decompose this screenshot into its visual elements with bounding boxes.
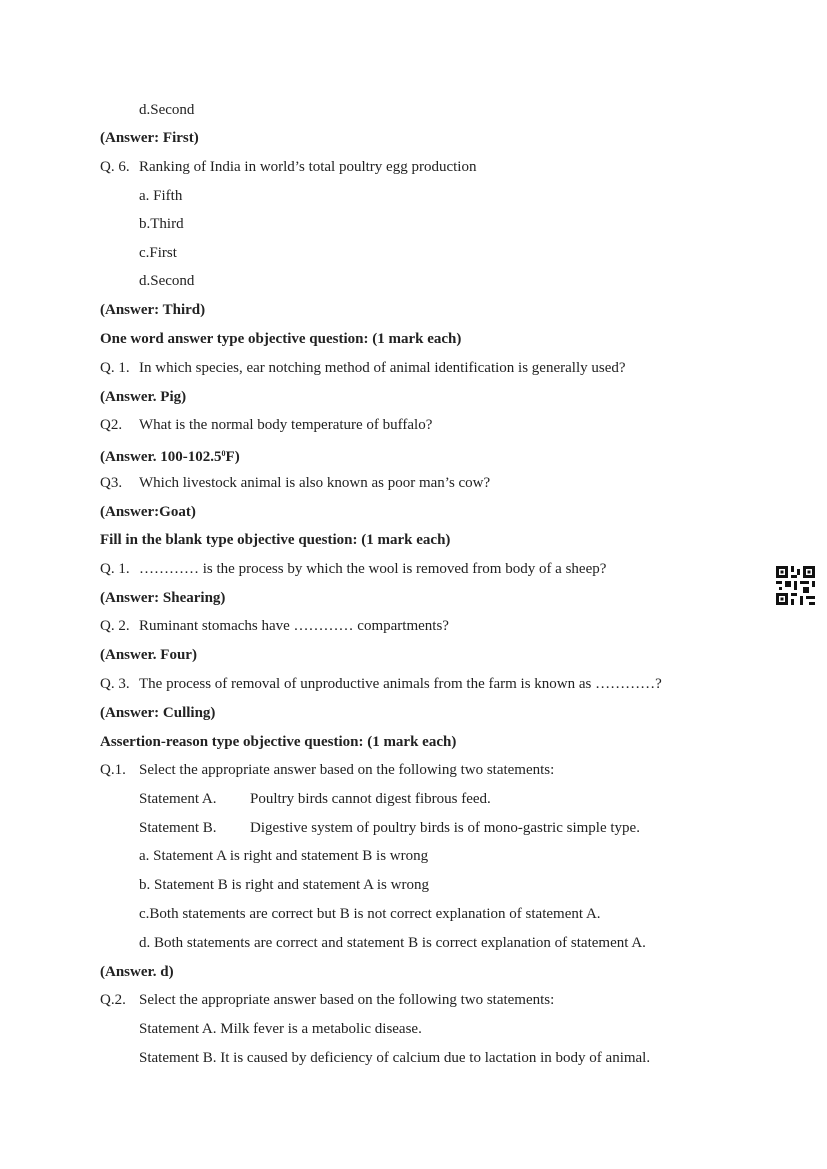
question-number: Q.2. [100,992,126,1008]
question-number: Q3. [100,475,123,491]
question [100,674,662,694]
question-number: Q. 1. [100,561,130,577]
option-d: d. Both statements are correct and statement B is correct explanation of statement A. [139,935,646,951]
section-heading: Fill in the blank type objective question: (1 mark each) [100,532,451,548]
option-b: b.Third [139,216,184,232]
question-number: Q2. [100,417,123,433]
question [100,559,606,579]
statement-a [139,789,491,809]
section-heading: One word answer type objective question: (1 mark each) [100,331,462,347]
answer: (Answer: First) [100,130,199,146]
statement-label: Statement A. [139,791,217,807]
question [100,358,626,378]
option-b: b. Statement B is right and statement A is wrong [139,877,429,893]
question-text: Ranking of India in world’s total poultry egg production [139,159,477,175]
question-text: The process of removal of unproductive animals from the farm is known as …………? [139,676,662,692]
question-number: Q.1. [100,762,126,778]
question-number: Q. 1. [100,360,130,376]
question-text: Select the appropriate answer based on the following two statements: [139,762,555,778]
question-text: ………… is the process by which the wool is removed from body of a sheep? [139,561,607,577]
question [100,473,490,493]
option-a: a. Fifth [139,188,183,204]
statement-b [139,818,640,838]
answer: (Answer: Culling) [100,705,216,721]
answer: (Answer: Third) [100,302,206,318]
answer: (Answer:Goat) [100,504,196,520]
question [100,616,449,636]
statement-text: Poultry birds cannot digest fibrous feed. [250,791,491,807]
answer: (Answer. d) [100,964,174,980]
question [100,415,432,435]
statement-a: Statement A. Milk fever is a metabolic disease. [139,1021,422,1037]
question-text: Which livestock animal is also known as poor man’s cow? [139,475,491,491]
answer-value: (Answer. 100-102.5 [100,449,222,465]
qr-code-icon[interactable] [776,566,815,605]
statement-b: Statement B. It is caused by deficiency of calcium due to lactation in body of animal. [139,1050,651,1066]
question-number: Q. 3. [100,676,130,692]
section-heading: Assertion-reason type objective question: (1 mark each) [100,734,457,750]
question-number: Q. 2. [100,618,130,634]
question-text: In which species, ear notching method of animal identification is generally used? [139,360,626,376]
statement-label: Statement B. [139,820,217,836]
option-c: c.Both statements are correct but B is not correct explanation of statement A. [139,906,601,922]
answer [100,444,240,467]
question-text: Select the appropriate answer based on the following two statements: [139,992,555,1008]
option-c: c.First [139,245,177,261]
question [100,760,554,780]
degree-superscript: 0 [221,449,226,458]
question [100,990,554,1010]
answer: (Answer: Shearing) [100,590,226,606]
question-text: What is the normal body temperature of buffalo? [139,417,433,433]
question-text: Ruminant stomachs have ………… compartments? [139,618,449,634]
option-a: a. Statement A is right and statement B is wrong [139,848,429,864]
answer: (Answer. Pig) [100,389,187,405]
question [100,157,476,177]
question-number: Q. 6. [100,159,130,175]
answer-unit: F) [225,449,240,465]
option-d: d.Second [139,102,195,118]
statement-text: Digestive system of poultry birds is of mono-gastric simple type. [250,820,640,836]
option-d: d.Second [139,273,195,289]
answer: (Answer. Four) [100,647,197,663]
